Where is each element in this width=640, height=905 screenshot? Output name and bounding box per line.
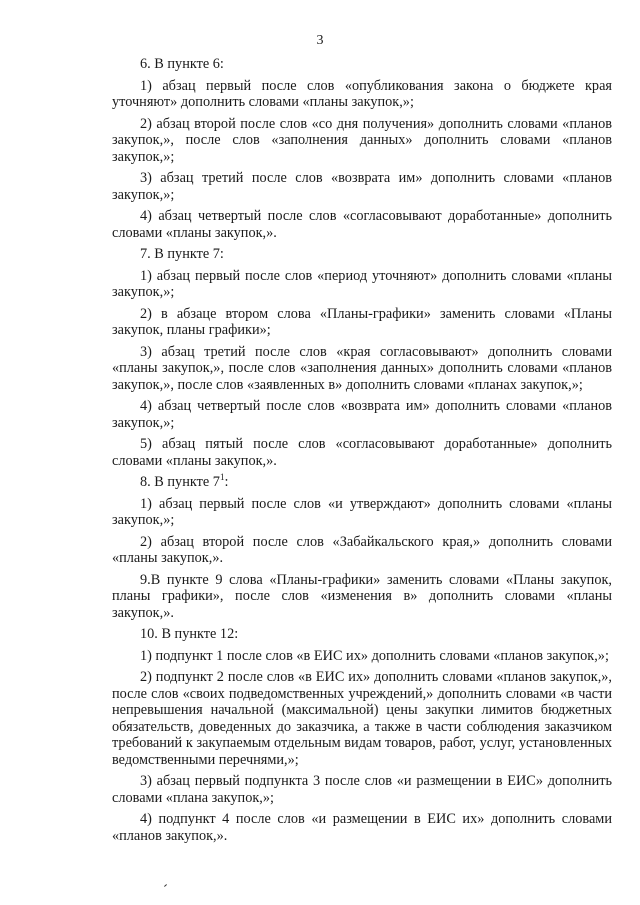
page-number: 3	[316, 33, 324, 48]
paragraph-item-10-heading: 10. В пункте 12:	[140, 626, 239, 642]
superscript-one: 1	[219, 472, 225, 483]
paragraph-item-6-4: 4) абзац четвертый после слов «согласовывают доработанные» дополнить словами «планы закупок,».	[112, 208, 612, 241]
paragraph-item-8-heading	[112, 474, 612, 491]
paragraph-item-8-2: 2) абзац второй после слов «Забайкальского края,» дополнить словами «планы закупок,».	[112, 533, 612, 566]
paragraph-item-7-1: 1) абзац первый после слов «период уточняют» дополнить словами «планы закупок,»;	[112, 267, 612, 300]
paragraph-item-6-2: 2) абзац второй после слов «со дня получения» дополнить словами «планов закупок,», после слов «заполнения данных» дополнить словами «планов закупок,»;	[112, 115, 612, 165]
heading-colon: :	[224, 474, 229, 490]
paragraph-item-6-3: 3) абзац третий после слов «возврата им» дополнить словами «планов закупок,»;	[112, 170, 612, 203]
paragraph-item-7-5: 5) абзац пятый после слов «согласовывают доработанные» дополнить словами «планы закупок,».	[112, 436, 612, 469]
paragraph-item-7-4: 4) абзац четвертый после слов «возврата им» дополнить словами «планов закупок,»;	[112, 398, 612, 431]
paragraph-item-10-2: 2) подпункт 2 после слов «в ЕИС их» дополнить словами «планов закупок,», после слов «своих подведомственных учреждений,» дополнить словами «в части непревышения начальной (максимальной) цены закупки лимитов бюджетных обязательств, доведенных до заказчика, а также в части соблюдения заказчиком требований к закупаемым отдельным видам товаров, работ, услуг, установленных ведомственными перечнями,»;	[112, 669, 612, 768]
paragraph-item-9: 9.В пункте 9 слова «Планы-графики» заменить словами «Планы закупок, планы графики», после слов «изменения в» дополнить словами «планы закупок,».	[112, 571, 612, 621]
paragraph-item-6-1: 1) абзац первый после слов «опубликования закона о бюджете края уточняют» дополнить словами «планы закупок,»;	[112, 77, 612, 110]
document-body	[112, 56, 612, 844]
paragraph-item-7-heading: 7. В пункте 7:	[140, 246, 224, 262]
paragraph-item-6-heading: 6. В пункте 6:	[140, 56, 224, 72]
paragraph-item-10-3: 3) абзац первый подпункта 3 после слов «и размещении в ЕИС» дополнить словами «плана закупок,»;	[112, 773, 612, 806]
scan-mark	[164, 884, 167, 887]
paragraph-item-10-4: 4) подпункт 4 после слов «и размещении в ЕИС их» дополнить словами «планов закупок,».	[112, 811, 612, 844]
paragraph-item-8-1: 1) абзац первый после слов «и утверждают» дополнить словами «планы закупок,»;	[112, 495, 612, 528]
paragraph-item-7-2: 2) в абзаце втором слова «Планы-графики» заменить словами «Планы закупок, планы графики»;	[112, 305, 612, 338]
paragraph-item-8-heading-text: 8. В пункте 7	[140, 474, 220, 490]
paragraph-item-10-1: 1) подпункт 1 после слов «в ЕИС их» дополнить словами «планов закупок,»;	[140, 647, 609, 664]
paragraph-item-7-3: 3) абзац третий после слов «края согласовывают» дополнить словами «планы закупок,», после слов «заполнения данных» дополнить словами «планов закупок,», после слов «заявленных в» дополнить словами «планах закупок,»;	[112, 343, 612, 393]
